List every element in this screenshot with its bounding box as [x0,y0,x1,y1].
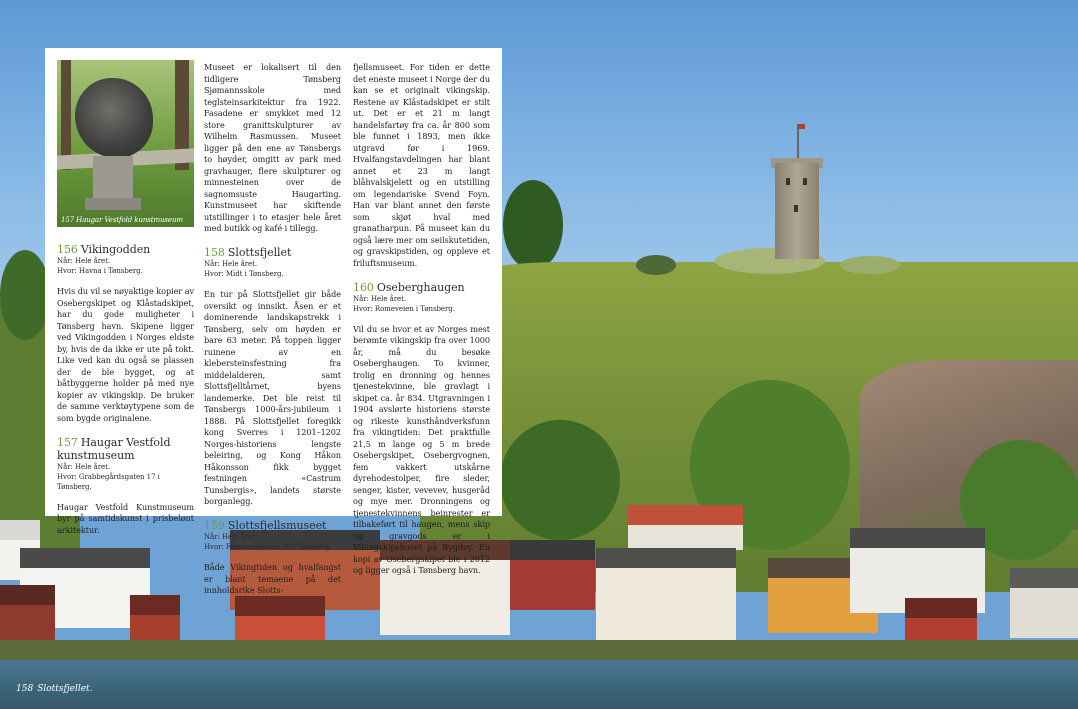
tree-group [500,420,620,540]
section-when: Når: Hele året. [57,257,111,265]
section-when: Når: Hele året. [204,260,258,268]
section-heading-158 [204,246,341,259]
house [0,585,55,640]
section-heading-159 [204,519,341,532]
house [628,505,743,550]
bush [840,256,900,274]
section-number: 159 [204,519,225,532]
flag [799,124,805,129]
section-when: Når: Hele året. [204,533,258,541]
body-paragraph: En tur på Slottsfjellet gir både oversikt og innsikt. Åsen er et dominerende landskapstrekk i Tønsberg, selv om høyden er bare 63 meter. På toppen ligger ruinene av en klebersteinsfestning fra middelalderen, samt Slottsfjelltårnet, byens landemerke. Det ble reist til Tønsbergs 1000-års-jubileum i 1888. På Slottsfjellet foregikk kong Sverres i 1201–1202 Norges-historiens lengste beleiring, og Kong Håkon Håkonsson fikk bygget festningen «Castrum Tunsbergis», landets største borganlegg. [204,289,341,506]
text-column-1 [57,241,194,548]
section-where: Hvor: Midt i Tønsberg. [204,270,284,278]
house [596,548,736,643]
text-column-3 [353,62,490,588]
body-paragraph: Hvis du vil se nøyaktige kopier av Osebergskipet og Klåstadskipet, har du gode muligheter i Tønsberg havn. Skipene ligger ved Vikingodden i Norges eldste by, hvis de da ikke er ute på tokt. Like ved kan du også se plassen der de ble bygget, og at båtbyggerne holder på med nye kopier av vikingskip. De bruker de samme verktøytypene som de som bygde originalene. [57,286,195,423]
section-number: 157 [57,435,78,449]
tree [503,180,563,270]
bush [636,255,676,275]
section-when: Når: Hele året. [57,462,111,471]
flagpole [797,124,799,160]
tree [0,250,50,340]
house [1010,568,1078,638]
body-paragraph: Både Vikingtiden og hvalfangst er blant temaene på det innholdsrike Slotts- [204,562,341,595]
section-number: 156 [57,243,78,256]
page-folio [16,684,93,694]
text-panel [45,48,502,595]
section-heading-157 [57,436,194,462]
sculpture-photo [57,60,194,227]
section-heading-156 [57,243,194,256]
section-title: Haugar Vestfold kunstmuseum [57,435,171,462]
folio-caption: Slottsfjellet. [37,684,93,694]
text-column-2 [204,62,341,608]
section-where: Hvor: Romeveien i Tønsberg. [353,304,455,313]
section-number: 158 [204,246,225,259]
body-paragraph: Vil du se hvor et av Norges mest berømte vikingskip fra over 1000 år, må du besøke Oseberghaugen. To kvinner, trolig en dronning og hennes tjenestekvinne, ble gravlagt i skipet ca. år 834. Utgravningen i 1904 avslørte historiens største og rikeste kunsthåndverksfunn fra vikingtiden: Det praktfulle 21,5 m lange og 5 m brede Osebergskipet, Osebergvognen, fem vakkert utskårne dyrehodestolper, fire sleder, senger, kister, vevevev, husgeråd og mye mer. Dronningens og tjenestekvinnens beinrester er tilbakeført til haugen, mens skip og gravgods er i Vikingskipshuset på Bygdøy. En kopi av Osebergskipet ble i 2012 og ligger også i Tønsberg havn. [353,323,490,575]
page-number: 158 [16,684,34,694]
section-title: Slottsfjellet [227,246,292,259]
house [510,540,595,610]
body-paragraph: Museet er lokalisert til den tidligere Tønsberg Sjømannsskole med teglsteinsarkitektur fra 1922. Fasadene er smykket med 12 store granittskulpturer av Wilhelm Rasmussen. Museet ligger på den ene av Tønsbergs to høyder, omgitt av park med gravhauger, flere skulpturer og minnesteinen over de sagnomsuste Haugarting. Kunstmuseet har skiftende utstillinger i to etasjer hele året med butikk og kafé i tillegg. [204,62,341,233]
bear-sculpture [75,78,153,158]
section-title: Oseberghaugen [376,280,465,294]
photo-caption: 157 Haugar Vestfold kunstmuseum [61,216,183,224]
plinth-base [85,198,141,210]
section-title: Vikingodden [80,243,151,256]
section-when: Når: Hele året. [353,294,407,303]
body-paragraph: Haugar Vestfold Kunstmuseum byr på samtidskunst i prisbelønt arkitektur. [57,501,194,535]
tree-trunk [61,60,71,170]
tower-window [786,178,790,185]
water [0,660,1078,709]
body-paragraph: fjellsmuseet. For tiden er dette det eneste museet i Norge der du kan se et originalt vikingskip. Restene av Klåstadskipet er stilt ut. Det er et 21 m langt handelsfartøy fra ca. år 800 som ble funnet i 1893, men ikke utgravd før i 1969. Hvalfangstavdelingen har blant annet et 23 m langt blåhvalskjelett og en utstilling om legendariske Svend Foyn. Han var blant annet den første som skjøt hval med granatharpun. På museet kan du også lære mer om seilskutetiden, og gravskipstiden, og oppleve et friluftsmuseum. [353,62,490,268]
section-heading-160 [353,281,490,294]
section-where: Hvor: Farmannsveien 30 i Tønsberg. [204,543,332,551]
section-where: Hvor: Grabbegårdsgaten 17 i Tønsberg. [57,472,160,491]
tower-window [794,205,798,212]
section-title: Slottsfjellsmuseet [227,519,327,532]
section-number: 160 [353,280,374,294]
house [130,595,180,640]
tower-window [803,178,807,185]
shoreline [0,640,1078,662]
stone-plinth [93,156,133,202]
section-where: Hvor: Havna i Tønsberg. [57,267,143,275]
